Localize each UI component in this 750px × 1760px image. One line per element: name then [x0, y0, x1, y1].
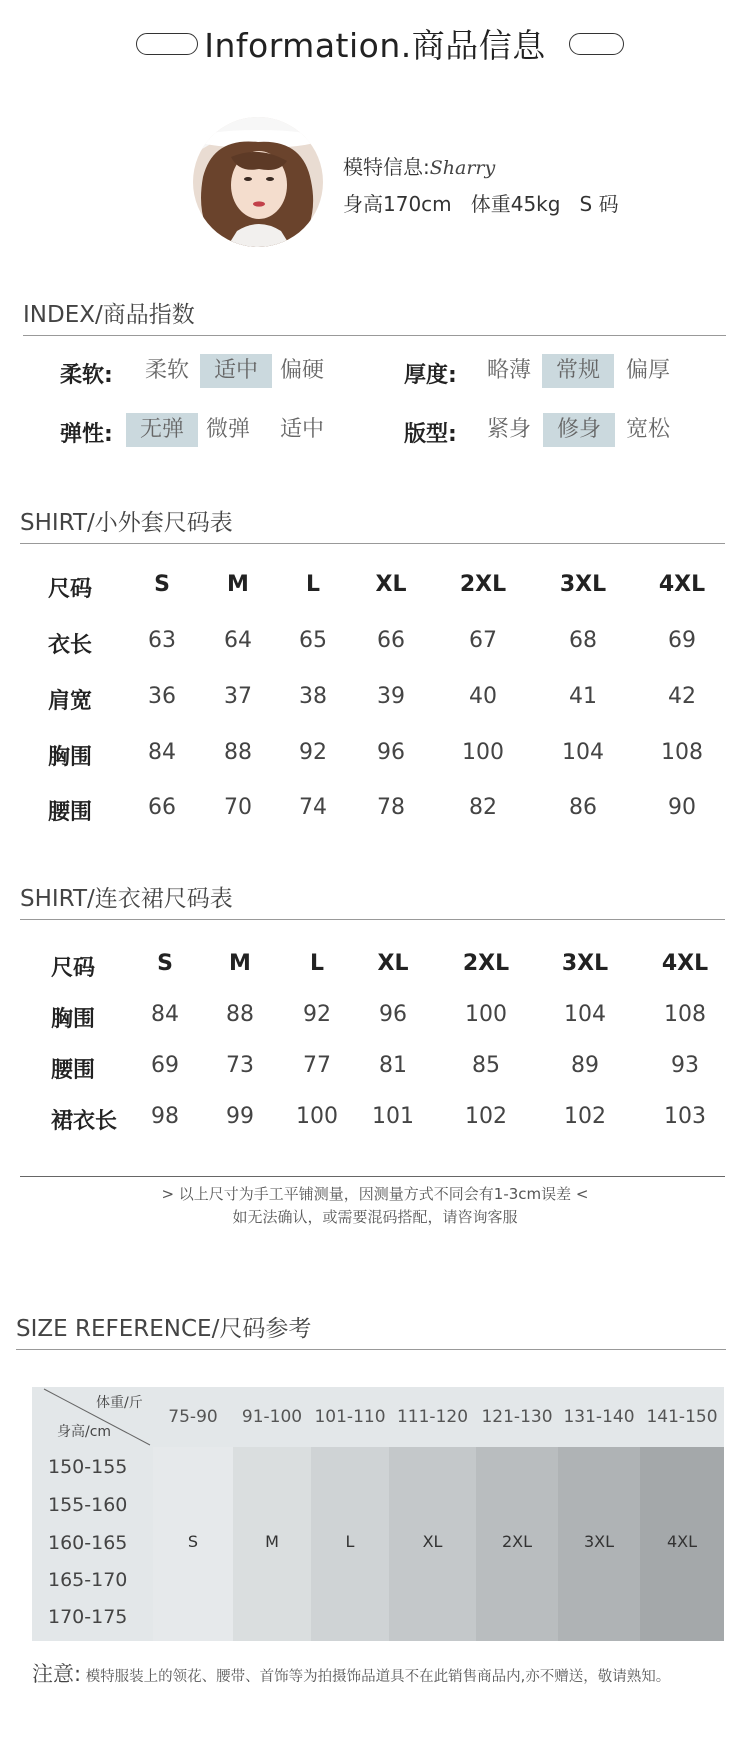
table-cell: 78	[377, 795, 405, 820]
table-cell: 96	[379, 1002, 407, 1027]
table-cell: 70	[224, 795, 252, 820]
table-size-header: L	[309, 951, 325, 976]
table-cell: 90	[668, 795, 696, 820]
table-cell: 104	[564, 1002, 606, 1027]
shirt-table-title: SHIRT/小外套尺码表	[20, 510, 233, 536]
table-cell: 66	[377, 628, 405, 653]
table-cell: 93	[671, 1053, 699, 1078]
footnote	[32, 1658, 670, 1688]
table-cell: 40	[469, 684, 497, 709]
index-option: 紧身	[486, 417, 531, 442]
table-cell: 100	[296, 1104, 338, 1129]
table-size-header: M	[227, 572, 249, 597]
table-cell: 74	[299, 795, 327, 820]
model-label: 模特信息:	[343, 155, 430, 179]
table-cell: 108	[664, 1002, 706, 1027]
index-label: 柔软:	[60, 363, 113, 388]
model-signature: Sharry	[429, 157, 496, 179]
size-reference-size: XL	[422, 1532, 443, 1551]
table-cell: 102	[465, 1104, 507, 1129]
index-label: 版型:	[404, 422, 457, 447]
index-option: 偏厚	[625, 358, 670, 383]
table-cell: 84	[151, 1002, 179, 1027]
table-cell: 85	[472, 1053, 500, 1078]
table-cell: 39	[377, 684, 405, 709]
table-row-label: 裙衣长	[51, 1109, 118, 1134]
table-row-label: 腰围	[48, 800, 93, 825]
size-reference-size: 3XL	[583, 1532, 615, 1551]
table-cell: 92	[299, 740, 327, 765]
table-size-header: L	[305, 572, 321, 597]
index-label: 弹性:	[60, 422, 113, 447]
size-reference-size: M	[265, 1532, 279, 1551]
table-size-header: XL	[375, 572, 407, 597]
table-row-label: 腰围	[51, 1058, 96, 1083]
height-range-label: 170-175	[48, 1606, 128, 1628]
table-cell: 108	[661, 740, 703, 765]
weight-range-header: 121-130	[481, 1407, 553, 1427]
table-cell: 65	[299, 628, 327, 653]
table-cell: 104	[562, 740, 604, 765]
weight-range-header: 111-120	[396, 1407, 469, 1427]
table-cell: 69	[151, 1053, 179, 1078]
table-size-header: 2XL	[462, 951, 510, 976]
table-row-label: 衣长	[48, 633, 93, 658]
index-option-selected: 修身	[543, 413, 615, 447]
index-label: 厚度:	[404, 363, 457, 388]
table-size-header: 4XL	[658, 572, 706, 597]
measure-note-line2: 如无法确认，或需要混码搭配，请咨询客服	[232, 1208, 518, 1226]
index-option: 宽松	[625, 417, 670, 442]
table-cell: 100	[465, 1002, 507, 1027]
table-cell: 84	[148, 740, 176, 765]
table-size-header: 2XL	[459, 572, 507, 597]
dress-table-title: SHIRT/连衣裙尺码表	[20, 886, 233, 912]
table-cell: 96	[377, 740, 405, 765]
model-avatar	[193, 117, 323, 247]
table-cell: 64	[224, 628, 252, 653]
corner-height-label: 身高/cm	[57, 1424, 112, 1440]
table-cell: 67	[469, 628, 497, 653]
table-cell: 36	[148, 684, 176, 709]
size-reference-title: SIZE REFERENCE/尺码参考	[16, 1316, 312, 1342]
footnote-label: 注意:	[32, 1662, 82, 1686]
table-cell: 73	[226, 1053, 254, 1078]
height-range-label: 160-165	[48, 1532, 128, 1554]
measure-note-line1: > 以上尺寸为手工平铺测量，因测量方式不同会有1-3cm误差 <	[161, 1185, 589, 1203]
index-option: 偏硬	[279, 358, 324, 383]
model-label-line	[343, 151, 495, 180]
index-option-selected: 常规	[542, 354, 614, 388]
index-section-title: INDEX/商品指数	[23, 302, 195, 328]
table-cell: 92	[303, 1002, 331, 1027]
note-divider	[20, 1176, 725, 1177]
index-option: 适中	[279, 417, 324, 442]
size-reference-size: 4XL	[666, 1532, 698, 1551]
table-cell: 42	[668, 684, 696, 709]
table-size-header: XL	[377, 951, 409, 976]
table-cell: 103	[664, 1104, 706, 1129]
size-reference-size: L	[345, 1532, 355, 1551]
table-cell: 37	[224, 684, 252, 709]
table-cell: 82	[469, 795, 497, 820]
table-cell: 69	[668, 628, 696, 653]
model-stats: 身高170cm 体重45kg S 码	[343, 192, 619, 216]
table-cell: 88	[226, 1002, 254, 1027]
index-option: 柔软	[144, 358, 189, 383]
size-reference-size: 2XL	[501, 1532, 533, 1551]
table-header-label: 尺码	[51, 956, 96, 981]
page-title: Information.商品信息	[204, 26, 546, 65]
weight-range-header: 131-140	[563, 1407, 635, 1427]
weight-range-header: 91-100	[241, 1407, 303, 1427]
table-size-header: S	[157, 951, 173, 976]
index-option-selected: 无弹	[126, 413, 198, 447]
size-reference-size: S	[187, 1532, 199, 1551]
weight-range-header: 101-110	[314, 1407, 386, 1427]
height-range-label: 165-170	[48, 1569, 128, 1591]
weight-range-header: 75-90	[168, 1407, 218, 1427]
table-cell: 38	[299, 684, 327, 709]
table-cell: 101	[372, 1104, 414, 1129]
footnote-text: 模特服装上的领花、腰带、首饰等为拍摄饰品道具不在此销售商品内,亦不赠送，敬请熟知。	[85, 1669, 671, 1685]
table-row-label: 胸围	[51, 1007, 96, 1032]
table-cell: 63	[148, 628, 176, 653]
index-option-selected: 适中	[200, 354, 272, 388]
height-range-label: 150-155	[48, 1456, 128, 1478]
table-cell: 77	[303, 1053, 331, 1078]
table-cell: 89	[571, 1053, 599, 1078]
table-cell: 88	[224, 740, 252, 765]
index-option: 略薄	[486, 358, 531, 383]
table-cell: 102	[564, 1104, 606, 1129]
table-cell: 66	[148, 795, 176, 820]
table-size-header: 3XL	[561, 951, 609, 976]
table-cell: 41	[569, 684, 597, 709]
shirt-table-divider	[20, 543, 725, 544]
table-cell: 100	[462, 740, 504, 765]
size-reference-divider	[16, 1349, 726, 1350]
table-row-label: 肩宽	[48, 689, 93, 714]
height-range-label: 155-160	[48, 1494, 128, 1516]
table-size-header: 4XL	[661, 951, 709, 976]
index-divider	[23, 335, 726, 336]
index-option: 微弹	[205, 417, 250, 442]
table-size-header: S	[154, 572, 170, 597]
dress-table-divider	[20, 919, 725, 920]
table-cell: 86	[569, 795, 597, 820]
weight-range-header: 141-150	[646, 1407, 718, 1427]
table-cell: 68	[569, 628, 597, 653]
table-header-label: 尺码	[48, 577, 93, 602]
table-size-header: 3XL	[559, 572, 607, 597]
table-size-header: M	[229, 951, 251, 976]
corner-weight-label: 体重/斤	[96, 1395, 143, 1411]
table-cell: 99	[226, 1104, 254, 1129]
table-cell: 81	[379, 1053, 407, 1078]
table-cell: 98	[151, 1104, 179, 1129]
table-row-label: 胸围	[48, 745, 93, 770]
